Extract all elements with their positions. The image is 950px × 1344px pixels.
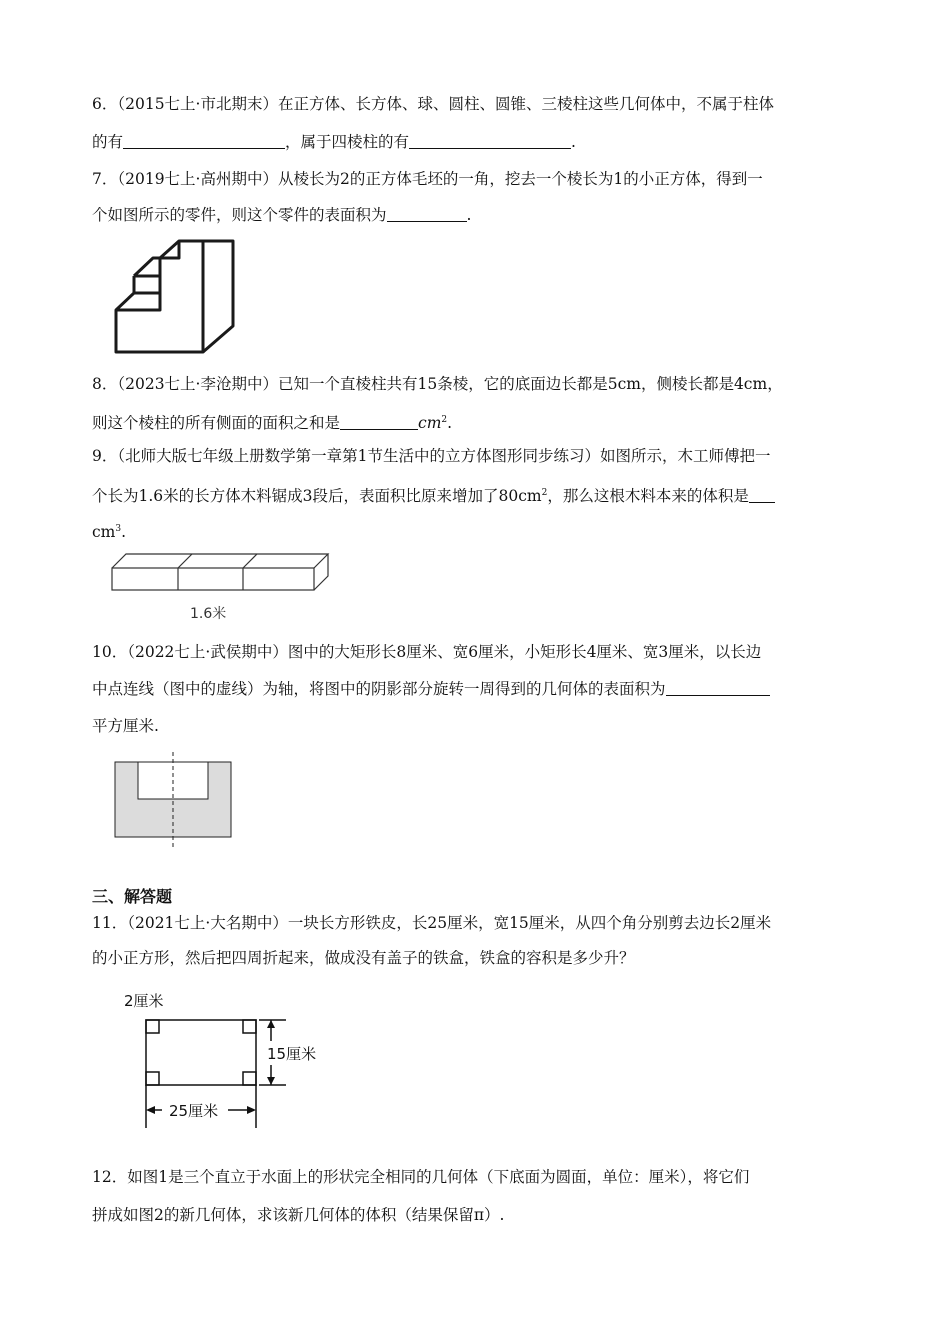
- q9-line2: [92, 482, 775, 507]
- q9-text-a: 个长为1.6米的长方体木料锯成3段后，表面积比原来增加了80cm: [92, 487, 542, 505]
- q6-text-c: .: [571, 133, 576, 151]
- q9-volume-exponent: 3: [115, 524, 122, 534]
- q10-text-a: 中点连线（图中的虚线）为轴，将图中的阴影部分旋转一周得到的几何体的表面积为: [92, 680, 666, 698]
- q8-unit-exponent: 2: [441, 415, 448, 425]
- q8-text-b: .: [447, 414, 453, 432]
- q8-answer-blank[interactable]: [340, 413, 418, 430]
- q9-timber-figure: [110, 550, 335, 628]
- q9-line1: 9．（北师大版七年级上册数学第一章第1节生活中的立方体图形同步练习）如图所示，木工师傅把一: [92, 447, 771, 465]
- q9-area-exponent: 2: [541, 488, 548, 498]
- q11-iron-sheet-figure: [124, 988, 344, 1138]
- q9-text-b: ，那么这根木料本来的体积是: [547, 487, 749, 505]
- q10-line3: 平方厘米.: [92, 717, 159, 735]
- q9-unit: cm: [92, 523, 116, 541]
- q10-line1: 10．（2022七上·武侯期中）图中的大矩形长8厘米、宽6厘米，小矩形长4厘米、宽3厘米，以长边: [92, 643, 762, 661]
- q12-line2: 拼成如图2的新几何体，求该新几何体的体积（结果保留π）.: [92, 1206, 505, 1224]
- q6-line1: 6．（2015七上·市北期末）在正方体、长方体、球、圆柱、圆锥、三棱柱这些几何体中，不属于柱体: [92, 95, 774, 113]
- q9-length-label: 1.6米: [190, 606, 227, 622]
- q7-line2: [92, 204, 471, 226]
- q6-answer-blank-1[interactable]: [123, 132, 285, 149]
- q8-unit-c: c: [418, 414, 427, 432]
- q9-text-end: .: [121, 523, 127, 541]
- q6-answer-blank-2[interactable]: [409, 132, 571, 149]
- q8-line2: [92, 409, 452, 434]
- q8-unit-m: m: [426, 414, 442, 432]
- q11-width-label: 25厘米: [169, 1102, 219, 1120]
- q6-line2: [92, 131, 576, 153]
- q9-line3: [92, 518, 126, 543]
- q12-line1: 12．如图1是三个直立于水面上的形状完全相同的几何体（下底面为圆面，单位：厘米），将它们: [92, 1168, 750, 1186]
- q6-text-a: 的有: [92, 133, 124, 151]
- q10-line2: [92, 678, 770, 700]
- q11-line2: 的小正方形，然后把四周折起来，做成没有盖子的铁盒，铁盒的容积是多少升？: [92, 949, 635, 967]
- q7-answer-blank[interactable]: [387, 205, 467, 222]
- q7-cube-part-figure: [113, 236, 237, 356]
- q10-answer-blank[interactable]: [666, 679, 770, 696]
- q11-line1: 11．（2021七上·大名期中）一块长方形铁皮，长25厘米，宽15厘米，从四个角分别剪去边长2厘米: [92, 914, 772, 932]
- q7-text-a: 个如图所示的零件，则这个零件的表面积为: [92, 206, 387, 224]
- q9-answer-blank[interactable]: [749, 486, 775, 503]
- section-heading: 三、解答题: [92, 887, 173, 906]
- q11-corner-label: 2厘米: [124, 992, 164, 1010]
- q6-text-b: ，属于四棱柱的有: [285, 133, 410, 151]
- q8-text-a: 则这个棱柱的所有侧面的面积之和是: [92, 414, 341, 432]
- q8-line1: 8．（2023七上·李沧期中）已知一个直棱柱共有15条棱，它的底面边长都是5cm，侧棱长都是4cm，: [92, 375, 783, 393]
- q7-text-b: .: [466, 206, 472, 224]
- q7-line1: 7．（2019七上·高州期中）从棱长为2的正方体毛坯的一角，挖去一个棱长为1的小正方体，得到一: [92, 170, 763, 188]
- q11-height-label: 15厘米: [267, 1045, 317, 1063]
- q10-shaded-rectangle-figure: [114, 752, 234, 852]
